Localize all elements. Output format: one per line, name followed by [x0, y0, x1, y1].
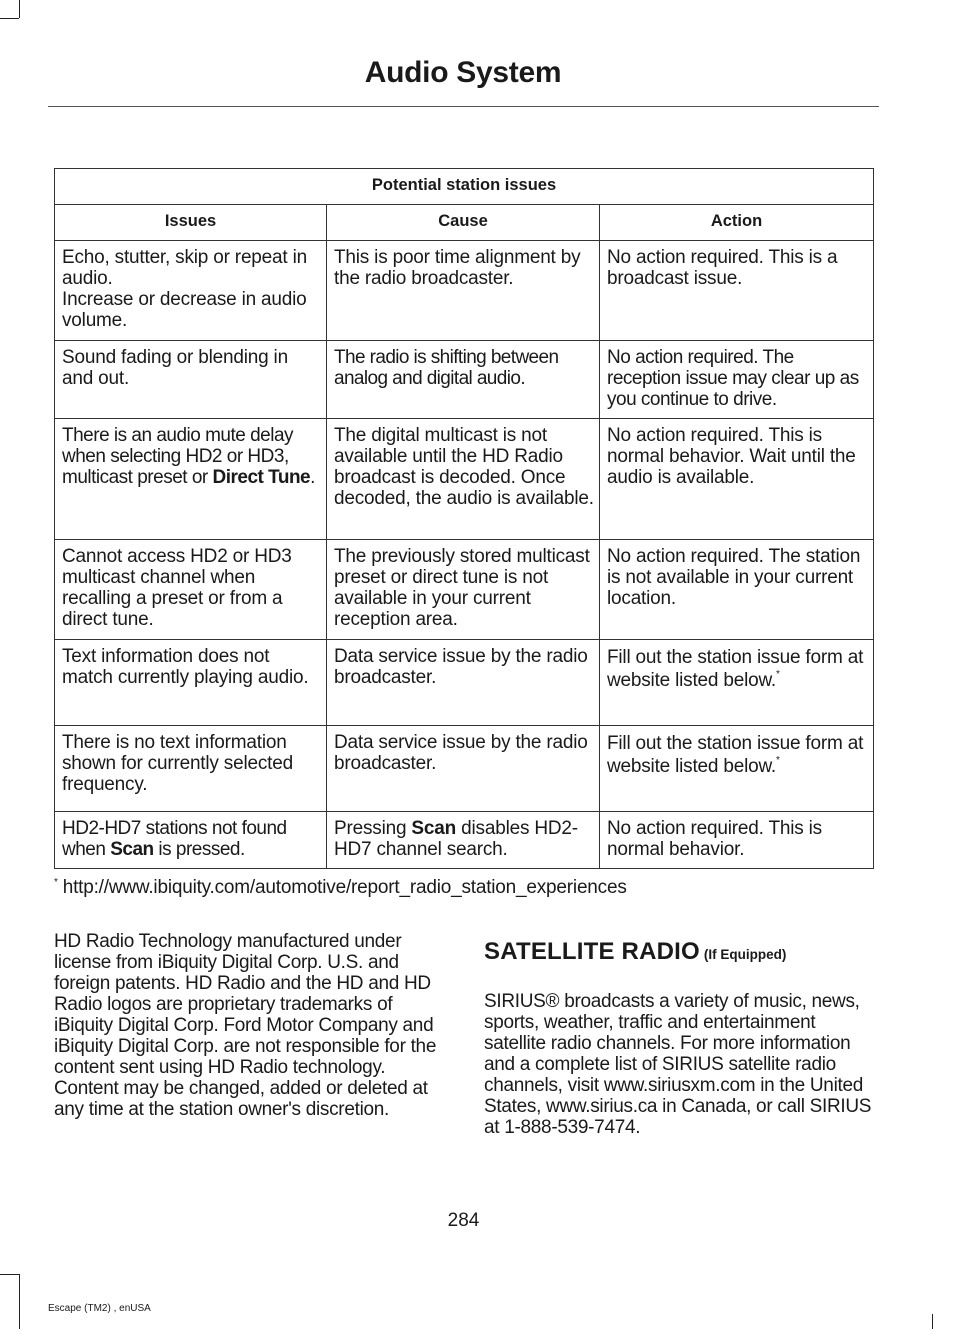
issue-text: is pressed. — [158, 839, 245, 860]
footnote-marker: * — [776, 669, 780, 680]
action-text: Fill out the station issue form at website listed below. — [607, 733, 864, 777]
issue-cell: Cannot access HD2 or HD3 multicast channel when recalling a preset or from a direct tune. — [55, 540, 327, 640]
cause-cell: The previously stored multicast preset or direct tune is not available in your current reception area. — [327, 540, 600, 640]
table-row — [55, 726, 874, 812]
table-caption-row — [55, 169, 874, 205]
cause-cell: Data service issue by the radio broadcaster. — [327, 640, 600, 726]
page-title: Audio System — [364, 56, 562, 89]
title-divider — [48, 106, 879, 107]
issue-cell — [55, 812, 327, 869]
station-issues-table — [54, 168, 874, 869]
cause-cell: The digital multicast is not available until the HD Radio broadcast is decoded. Once decoded, the audio is available. — [327, 419, 600, 540]
cause-cell — [327, 812, 600, 869]
column-header-issues: Issues — [55, 205, 327, 241]
issue-text: Echo, stutter, skip or repeat in audio. — [62, 247, 307, 289]
cause-cell: This is poor time alignment by the radio broadcaster. — [327, 241, 600, 341]
table-row — [55, 341, 874, 419]
table-row — [55, 640, 874, 726]
footnote-marker: * — [776, 755, 780, 766]
page-footer: Escape (TM2) , enUSA — [48, 1303, 151, 1314]
action-cell: No action required. This is normal behavior. Wait until the audio is available. — [600, 419, 874, 540]
action-cell — [600, 726, 874, 812]
issue-text: There is an audio mute delay when selecting HD2 or HD3, multicast preset or — [62, 425, 294, 488]
table-row — [55, 419, 874, 540]
issue-text: HD2-HD7 stations not found when — [62, 818, 287, 860]
hd-radio-disclaimer: HD Radio Technology manufactured under license from iBiquity Digital Corp. U.S. and foreign patents. HD Radio and the HD and HD Radio logos are proprietary trademarks of iBiquity Digital Corp. Ford Motor Company and iBiquity Digital Corp. are not responsible for the content sent using HD Radio technology. Content may be changed, added or deleted at any time at the station owner's discretion. — [54, 931, 437, 1120]
page-number: 284 — [447, 1210, 480, 1231]
satellite-radio-paragraph: SIRIUS® broadcasts a variety of music, news, sports, weather, traffic and entertainment satellite radio channels. For more information and a complete list of SIRIUS satellite radio channels, visit www.siriusxm.com in the United States, www.sirius.ca in Canada, or call SIRIUS at 1-888-539-7474. — [484, 991, 872, 1138]
crop-mark — [0, 1274, 19, 1275]
table-caption: Potential station issues — [55, 169, 874, 205]
direct-tune-term: Direct Tune — [212, 467, 311, 488]
issue-cell — [55, 241, 327, 341]
column-header-cause: Cause — [327, 205, 600, 241]
table-row — [55, 812, 874, 869]
scan-term: Scan — [411, 818, 457, 839]
satellite-radio-heading — [484, 938, 786, 966]
column-header-action: Action — [600, 205, 874, 241]
table-row — [55, 241, 874, 341]
issue-text: Increase or decrease in audio volume. — [62, 289, 307, 331]
action-cell: No action required. This is a broadcast issue. — [600, 241, 874, 341]
crop-mark — [932, 1314, 933, 1329]
table-row — [55, 540, 874, 640]
table-header-row — [55, 205, 874, 241]
scan-term: Scan — [110, 839, 154, 860]
footnote-marker: * — [54, 877, 58, 888]
heading-qualifier: (If Equipped) — [703, 947, 787, 962]
issue-cell: Text information does not match currently playing audio. — [55, 640, 327, 726]
action-cell — [600, 640, 874, 726]
cause-cell: The radio is shifting between analog and digital audio. — [327, 341, 600, 419]
cause-text: Pressing — [334, 818, 407, 839]
footnote — [54, 877, 627, 899]
crop-mark — [0, 18, 19, 19]
action-cell: No action required. The reception issue may clear up as you continue to drive. — [600, 341, 874, 419]
action-cell: No action required. This is normal behavior. — [600, 812, 874, 869]
action-text: Fill out the station issue form at website listed below. — [607, 647, 864, 691]
issue-text: . — [310, 467, 315, 488]
crop-mark — [19, 0, 20, 18]
section-heading: SATELLITE RADIO — [484, 938, 700, 965]
issue-cell: Sound fading or blending in and out. — [55, 341, 327, 419]
action-cell: No action required. The station is not available in your current location. — [600, 540, 874, 640]
crop-mark — [19, 1274, 20, 1329]
issue-cell: There is no text information shown for currently selected frequency. — [55, 726, 327, 812]
footnote-url: http://www.ibiquity.com/automotive/report_radio_station_experiences — [62, 877, 627, 898]
cause-cell: Data service issue by the radio broadcaster. — [327, 726, 600, 812]
cause-text: disables HD2-HD7 channel search. — [334, 818, 578, 860]
issue-cell — [55, 419, 327, 540]
